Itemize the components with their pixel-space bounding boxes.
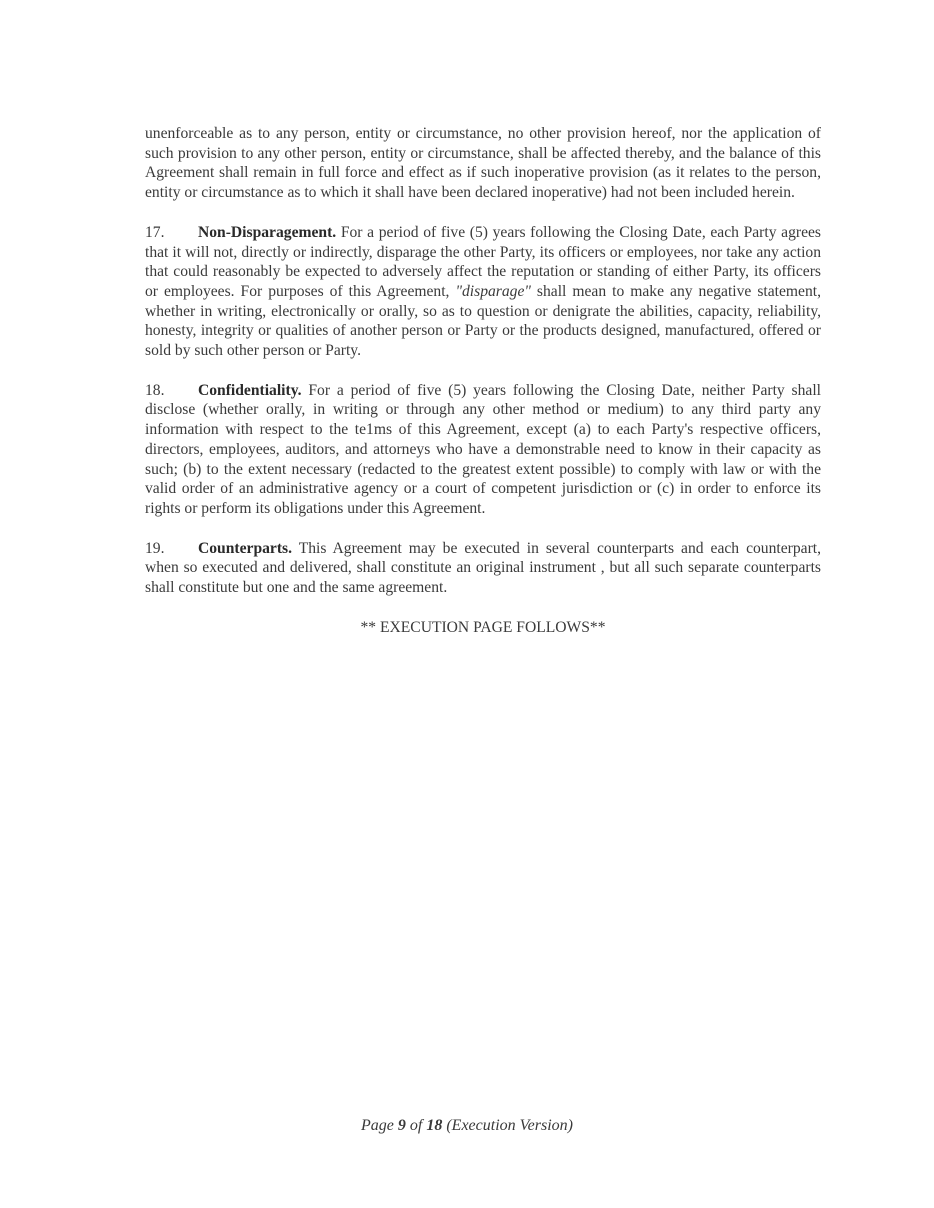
footer-page-number: 9: [397, 1117, 406, 1134]
section-text: For a period of five (5) years following the Closing Date, each Party agrees that it will not, directly or indirectly, disparage the other Party, its officers or employees, nor take any action that could reasonably be expected to adversely affect the reputation or standing of either Party, its officers or employees. For purposes of this Agreement,: [145, 223, 821, 300]
defined-term: "disparage": [455, 282, 531, 300]
section-19-counterparts: [145, 539, 821, 598]
page-footer: [0, 1117, 934, 1135]
footer-of-word: of: [409, 1117, 423, 1134]
section-number: 19.: [145, 539, 165, 557]
execution-page-notice: ** EXECUTION PAGE FOLLOWS**: [360, 618, 606, 636]
section-text: This Agreement may be executed in several counterparts and each counterpart, when so executed and delivered, shall constitute an original instrument , but all such separate counterparts shall constitute but one and the same agreement.: [145, 539, 821, 597]
section-heading: Counterparts.: [198, 539, 292, 557]
section-heading: Non-Disparagement.: [198, 223, 337, 241]
section-heading: Confidentiality.: [198, 381, 302, 399]
section-17-non-disparagement: [145, 223, 821, 361]
section-text: shall mean to make any negative statement, whether in writing, electronically or orally, so as to question or denigrate the abilities, capacity, reliability, honesty, integrity or qualities of another person or Party or the products designed, manufactured, offered or sold by such other person or Party.: [145, 282, 821, 360]
section-number: 18.: [145, 381, 165, 399]
footer-version: (Execution Version): [446, 1117, 573, 1134]
section-18-confidentiality: [145, 381, 821, 519]
document-body: [145, 124, 821, 637]
footer-page-word: Page: [361, 1117, 394, 1134]
footer-total-pages: 18: [426, 1117, 443, 1134]
paragraph-16-continuation: unenforceable as to any person, entity or circumstance, no other provision hereof, nor the application of such provision to any other person, entity or circumstance, shall be affected thereby, and the balance of this Agreement shall remain in full force and effect as if such inoperative provision (as it relates to the person, entity or circumstance as to which it shall have been declared inoperative) had not been included herein.: [145, 125, 821, 202]
section-text: For a period of five (5) years following the Closing Date, neither Party shall disclose (whether orally, in writing or through any other method or medium) to any third party any information with respect to the te1ms of this Agreement, except (a) to each Party's respective officers, directors, employees, auditors, and attorneys who have a demonstrable need to know in their capacity as such; (b) to the extent necessary (redacted to the greatest extent possible) to comply with law or with the valid order of an administrative agency or a court of competent jurisdiction or (c) in order to enforce its rights or perform its obligations under this Agreement.: [145, 381, 821, 517]
section-number: 17.: [145, 223, 165, 241]
